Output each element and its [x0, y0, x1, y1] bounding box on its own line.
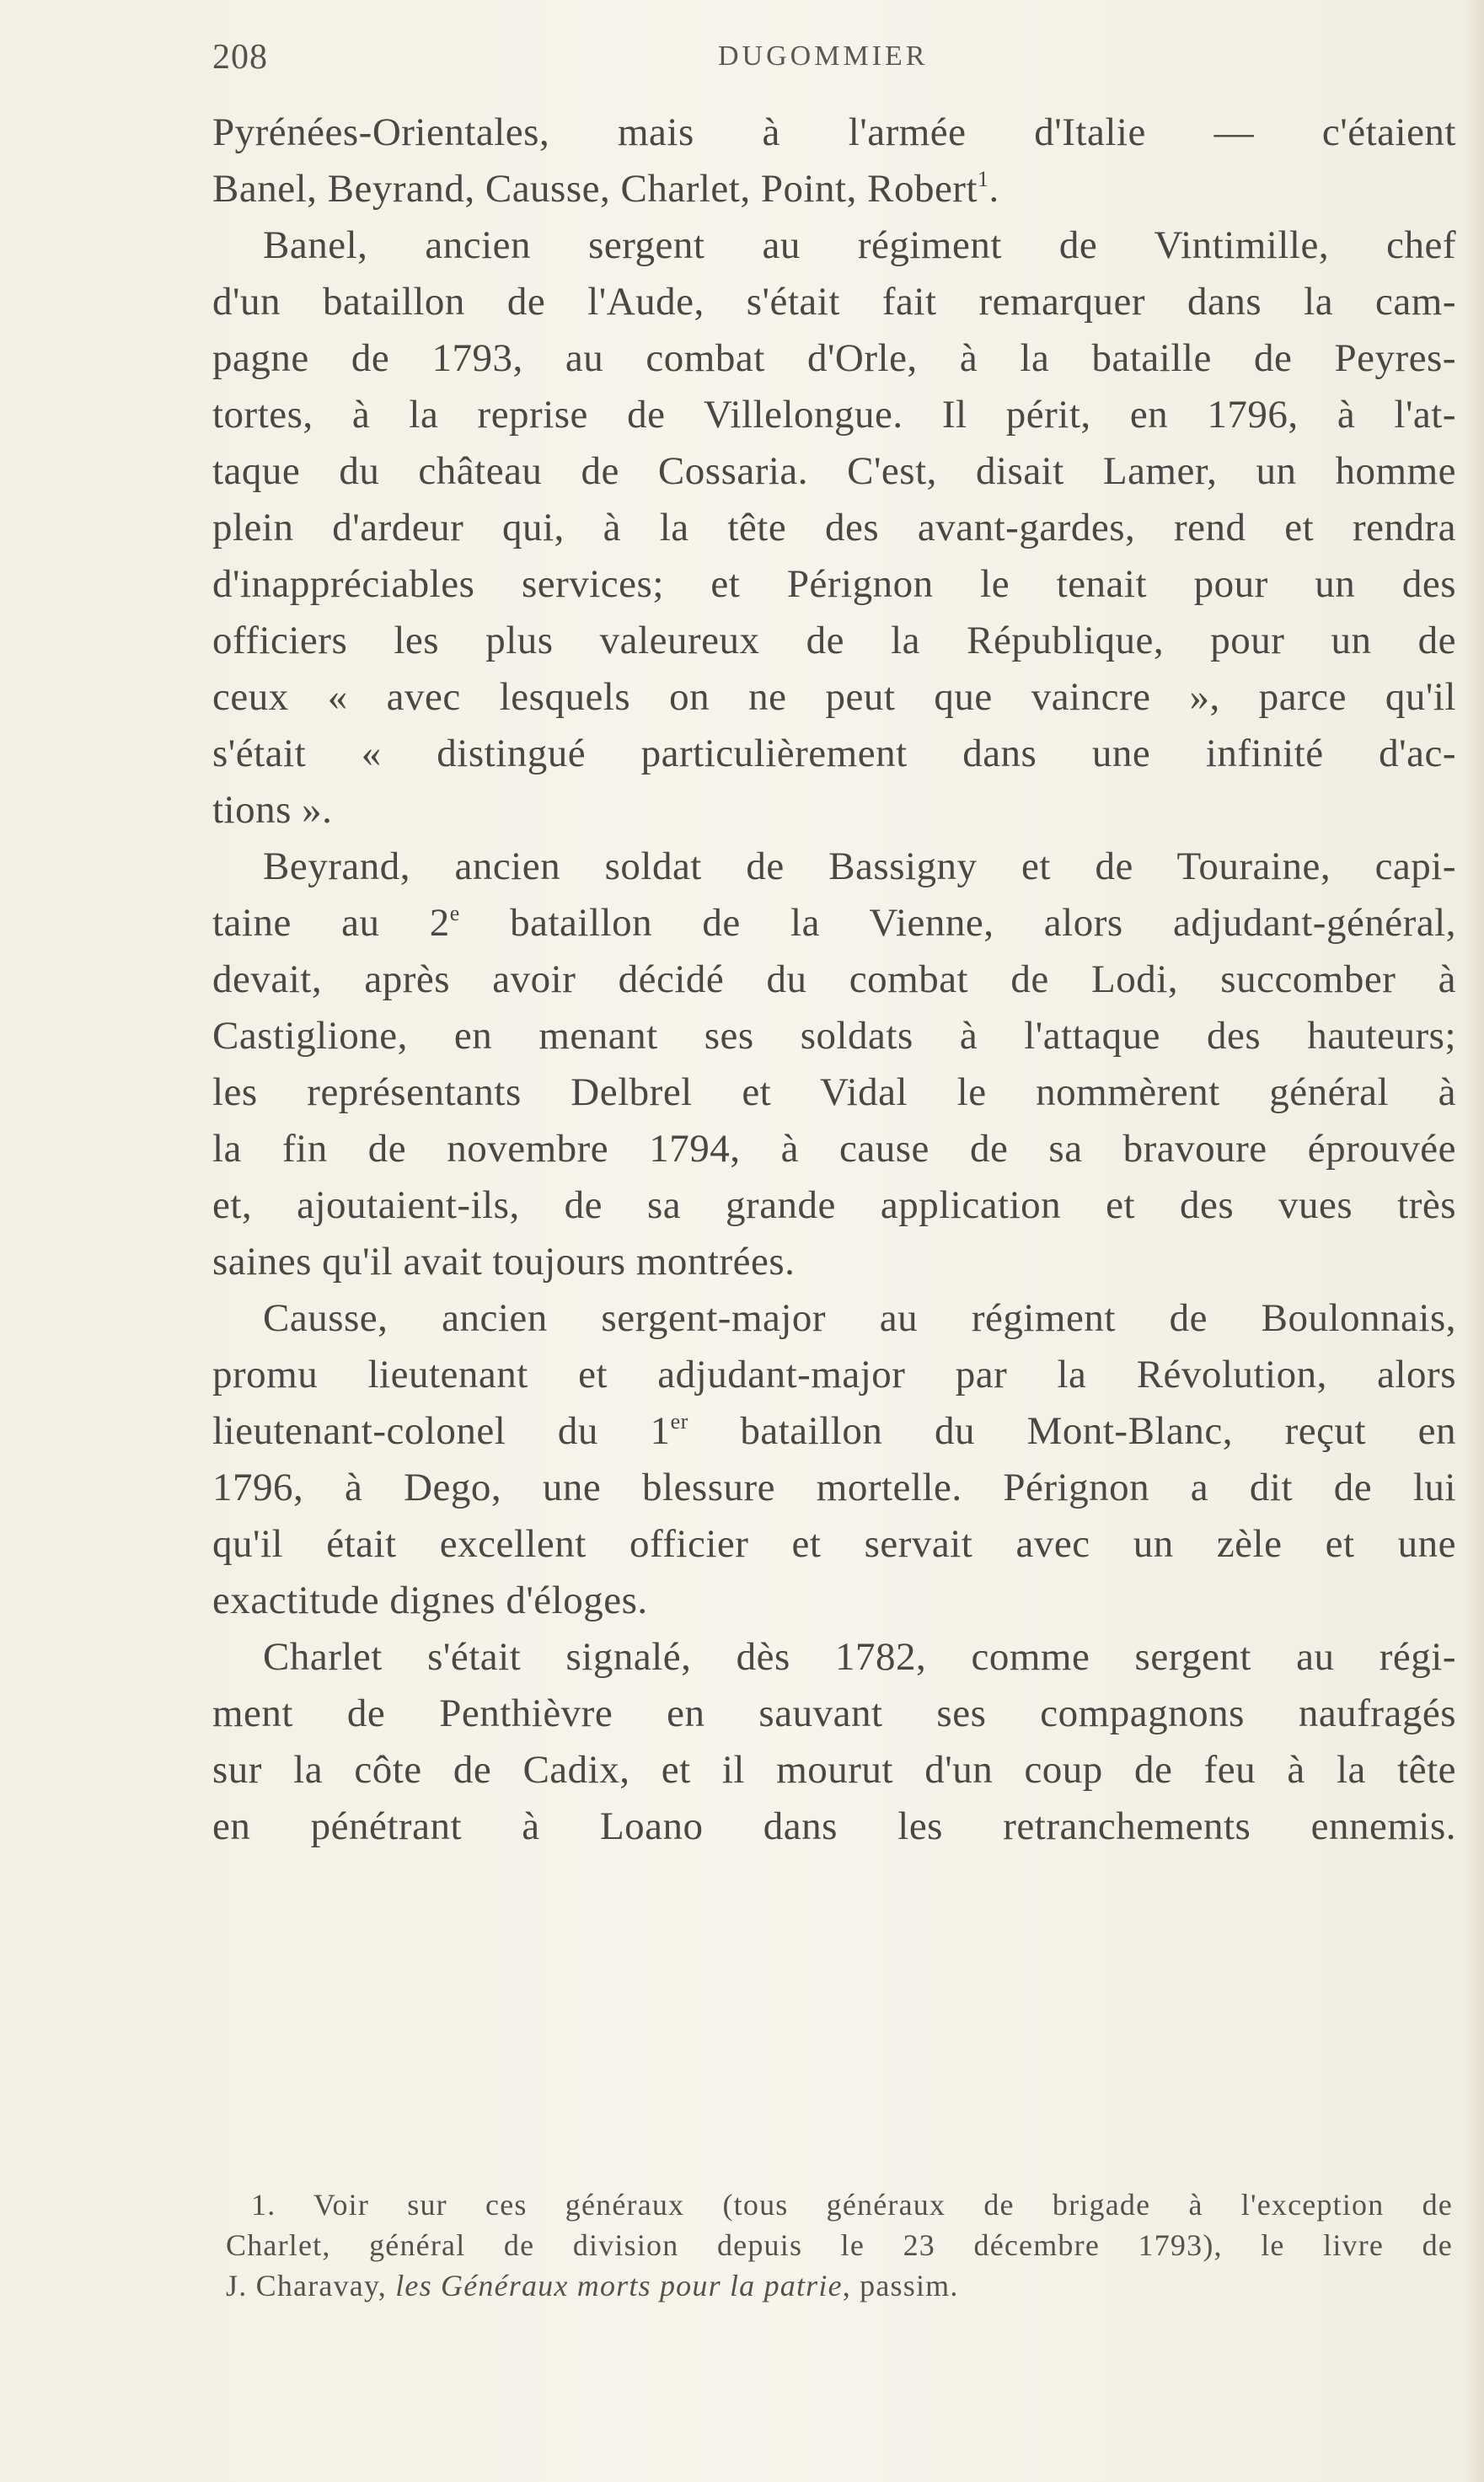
- text-line: s'était « distingué particulièrement dans une infinité d'ac-: [212, 732, 1456, 775]
- text-line: ceux « avec lesquels on ne peut que vaincre », parce qu'il: [212, 675, 1456, 719]
- footnote-line: J. Charavay, les Généraux morts pour la patrie, passim.: [226, 2269, 959, 2302]
- text-line: tions ».: [212, 788, 333, 832]
- text-line: Pyrénées-Orientales, mais à l'armée d'Italie — c'étaient: [212, 110, 1456, 154]
- text-line: exactitude dignes d'éloges.: [212, 1579, 648, 1622]
- text-line: les représentants Delbrel et Vidal le nommèrent général à: [212, 1070, 1456, 1114]
- footnote-ref: 1: [978, 167, 989, 191]
- text-line: plein d'ardeur qui, à la tête des avant-gardes, rend et rendra: [212, 506, 1456, 549]
- running-head: DUGOMMIER: [718, 40, 929, 72]
- text-line: en pénétrant à Loano dans les retranchements ennemis.: [212, 1804, 1456, 1848]
- paragraph-start-beyrand: Beyrand, ancien soldat de Bassigny et de Touraine, capi-: [263, 844, 1456, 888]
- footnote-line: Charlet, général de division depuis le 23 décembre 1793), le livre de: [226, 2228, 1453, 2262]
- text-line: Banel, Beyrand, Causse, Charlet, Point, Robert$^1$.: [212, 167, 999, 211]
- paragraph-start-banel: Banel, ancien sergent au régiment de Vintimille, chef: [263, 223, 1456, 267]
- text-line: taque du château de Cossaria. C'est, disait Lamer, un homme: [212, 449, 1456, 493]
- text-line: devait, après avoir décidé du combat de Lodi, succomber à: [212, 957, 1456, 1001]
- text-line: lieutenant-colonel du 1er bataillon du Mont-Blanc, reçut en: [212, 1409, 1457, 1453]
- paragraph-start-charlet: Charlet s'était signalé, dès 1782, comme sergent au régi-: [263, 1635, 1456, 1679]
- text-line: sur la côte de Cadix, et il mourut d'un coup de feu à la tête: [212, 1748, 1456, 1792]
- text-line: et, ajoutaient-ils, de sa grande application et des vues très: [212, 1183, 1456, 1227]
- body-text: [212, 105, 1456, 1855]
- page-header: [212, 37, 1460, 88]
- text-line: saines qu'il avait toujours montrées.: [212, 1240, 796, 1284]
- text-line: ment de Penthièvre en sauvant ses compagnons naufragés: [212, 1691, 1456, 1735]
- footnote: [226, 2184, 1453, 2306]
- text-line: taine au 2e bataillon de la Vienne, alors adjudant-général,: [212, 901, 1456, 945]
- text-line: la fin de novembre 1794, à cause de sa bravoure éprouvée: [212, 1127, 1456, 1171]
- footnote-line: 1. Voir sur ces généraux (tous généraux de brigade à l'exception de: [251, 2188, 1453, 2222]
- page-number: 208: [212, 38, 268, 77]
- text-line: d'un bataillon de l'Aude, s'était fait remarquer dans la cam-: [212, 280, 1456, 324]
- text-line: d'inappréciables services; et Pérignon le tenait pour un des: [212, 562, 1456, 606]
- text-line: promu lieutenant et adjudant-major par la Révolution, alors: [212, 1353, 1456, 1396]
- text-line: officiers les plus valeureux de la République, pour un de: [212, 619, 1456, 662]
- text-line: pagne de 1793, au combat d'Orle, à la bataille de Peyres-: [212, 336, 1456, 380]
- book-title: les Généraux morts pour la patrie: [395, 2269, 843, 2302]
- text-line: Castiglione, en menant ses soldats à l'attaque des hauteurs;: [212, 1014, 1456, 1058]
- text-line: 1796, à Dego, une blessure mortelle. Pérignon a dit de lui: [212, 1466, 1456, 1509]
- paragraph-start-causse: Causse, ancien sergent-major au régiment de Boulonnais,: [263, 1296, 1456, 1340]
- text-line: tortes, à la reprise de Villelongue. Il périt, en 1796, à l'at-: [212, 393, 1456, 437]
- text-line: qu'il était excellent officier et servait avec un zèle et une: [212, 1522, 1456, 1566]
